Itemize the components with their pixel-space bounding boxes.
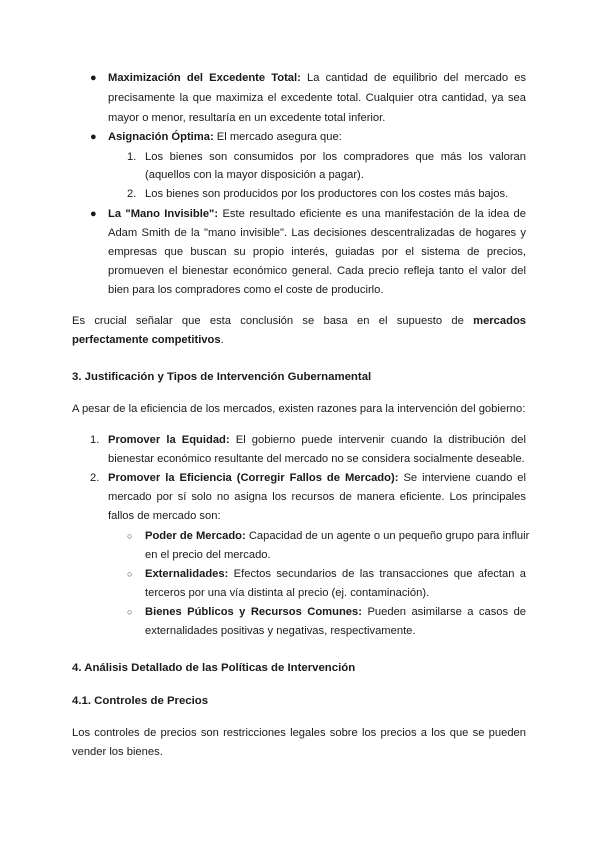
paragraph-line: Los controles de precios son restricciones legales sobre los precios a los que se pueden — [72, 727, 526, 739]
paragraph-line: vender los bienes. — [72, 746, 163, 758]
section-heading: 4. Análisis Detallado de las Políticas de Intervención — [72, 662, 356, 674]
sublist-line: terceros por una vía distinta al precio (ej. contaminación). — [145, 587, 430, 599]
list-line — [108, 471, 526, 485]
list-line: bienestar económico resultante del mercado no se considera socialmente deseable. — [108, 453, 525, 465]
bullet-line — [108, 71, 526, 85]
paragraph-bold: perfectamente competitivos — [72, 334, 221, 346]
bullet-line: mayor o menor, resultaría en un excedente total inferior. — [108, 112, 386, 124]
bullet-line: Adam Smith de la "mano invisible". Las decisiones descentralizadas de hogares y — [108, 227, 526, 239]
bullet-text: El mercado asegura que: — [216, 131, 342, 143]
bullet-text: Este resultado eficiente es una manifestación de la idea de — [222, 208, 526, 220]
paragraph-text: . — [220, 334, 224, 346]
bullet-dot: ● — [90, 131, 97, 143]
sublist-line — [145, 605, 526, 619]
bullet-line: bien para los compradores como el coste de producirlo. — [108, 284, 384, 296]
list-lead: Promover la Equidad: — [108, 434, 230, 446]
paragraph-bold: mercados — [473, 315, 526, 327]
list-line: mercado por sí solo no asigna los recursos de manera eficiente. Los principales — [108, 491, 526, 503]
list-lead: Promover la Eficiencia (Corregir Fallos de Mercado): — [108, 472, 399, 484]
bullet-dot: ● — [90, 72, 97, 84]
list-number: 1. — [90, 434, 100, 446]
sublist-text: Efectos secundarios de las transacciones que afectan a — [233, 568, 527, 580]
bullet-text: La cantidad de equilibrio del mercado es — [307, 72, 527, 84]
bullet-line — [108, 130, 342, 144]
sublist-line — [145, 529, 529, 543]
bullet-line: precisamente la que maximiza el excedente total. Cualquier otra cantidad, ya sea — [108, 92, 526, 104]
list-text: Se interviene cuando el — [403, 472, 527, 484]
sublist-line — [145, 567, 526, 581]
subsection-heading: 4.1. Controles de Precios — [72, 695, 209, 707]
sublist-text: Capacidad de un agente o un pequeño grupo para influir — [248, 530, 530, 542]
list-number: 2. — [90, 472, 100, 484]
paragraph-line — [72, 314, 526, 328]
paragraph-line: A pesar de la eficiencia de los mercados, existen razones para la intervención del gobierno: — [72, 403, 526, 415]
list-line: Los bienes son producidos por los productores con los costes más bajos. — [145, 188, 509, 200]
bullet-lead: La "Mano Invisible": — [108, 208, 219, 220]
paragraph-text: Es crucial señalar que esta conclusión se basa en el supuesto de — [72, 315, 464, 327]
sublist-line: en el precio del mercado. — [145, 549, 271, 561]
list-line: fallos de mercado son: — [108, 510, 221, 522]
bullet-line: promueven el bienestar económico general. Cada precio refleja tanto el valor del — [108, 265, 526, 277]
list-text: El gobierno puede intervenir cuando la distribución del — [235, 434, 526, 446]
circle-bullet: ○ — [127, 531, 133, 541]
sublist-text: Pueden asimilarse a casos de — [367, 606, 527, 618]
list-number: 1. — [127, 151, 137, 163]
bullet-line — [108, 207, 526, 221]
list-line — [108, 433, 526, 447]
list-line: (aquellos con la mayor disposición a pagar). — [145, 169, 364, 181]
list-number: 2. — [127, 188, 137, 200]
sublist-lead: Externalidades: — [145, 568, 229, 580]
bullet-lead: Asignación Óptima: — [108, 131, 214, 143]
circle-bullet: ○ — [127, 607, 133, 617]
section-heading: 3. Justificación y Tipos de Intervención Gubernamental — [72, 371, 372, 383]
list-line: Los bienes son consumidos por los compradores que más los valoran — [145, 151, 526, 163]
sublist-lead: Poder de Mercado: — [145, 530, 246, 542]
sublist-line: externalidades positivas y negativas, respectivamente. — [145, 625, 416, 637]
circle-bullet: ○ — [127, 569, 133, 579]
sublist-lead: Bienes Públicos y Recursos Comunes: — [145, 606, 362, 618]
bullet-dot: ● — [90, 208, 97, 220]
paragraph-line — [72, 333, 224, 347]
bullet-line: empresas que buscan su propio interés, guiadas por el sistema de precios, — [108, 246, 526, 258]
bullet-lead: Maximización del Excedente Total: — [108, 72, 301, 84]
